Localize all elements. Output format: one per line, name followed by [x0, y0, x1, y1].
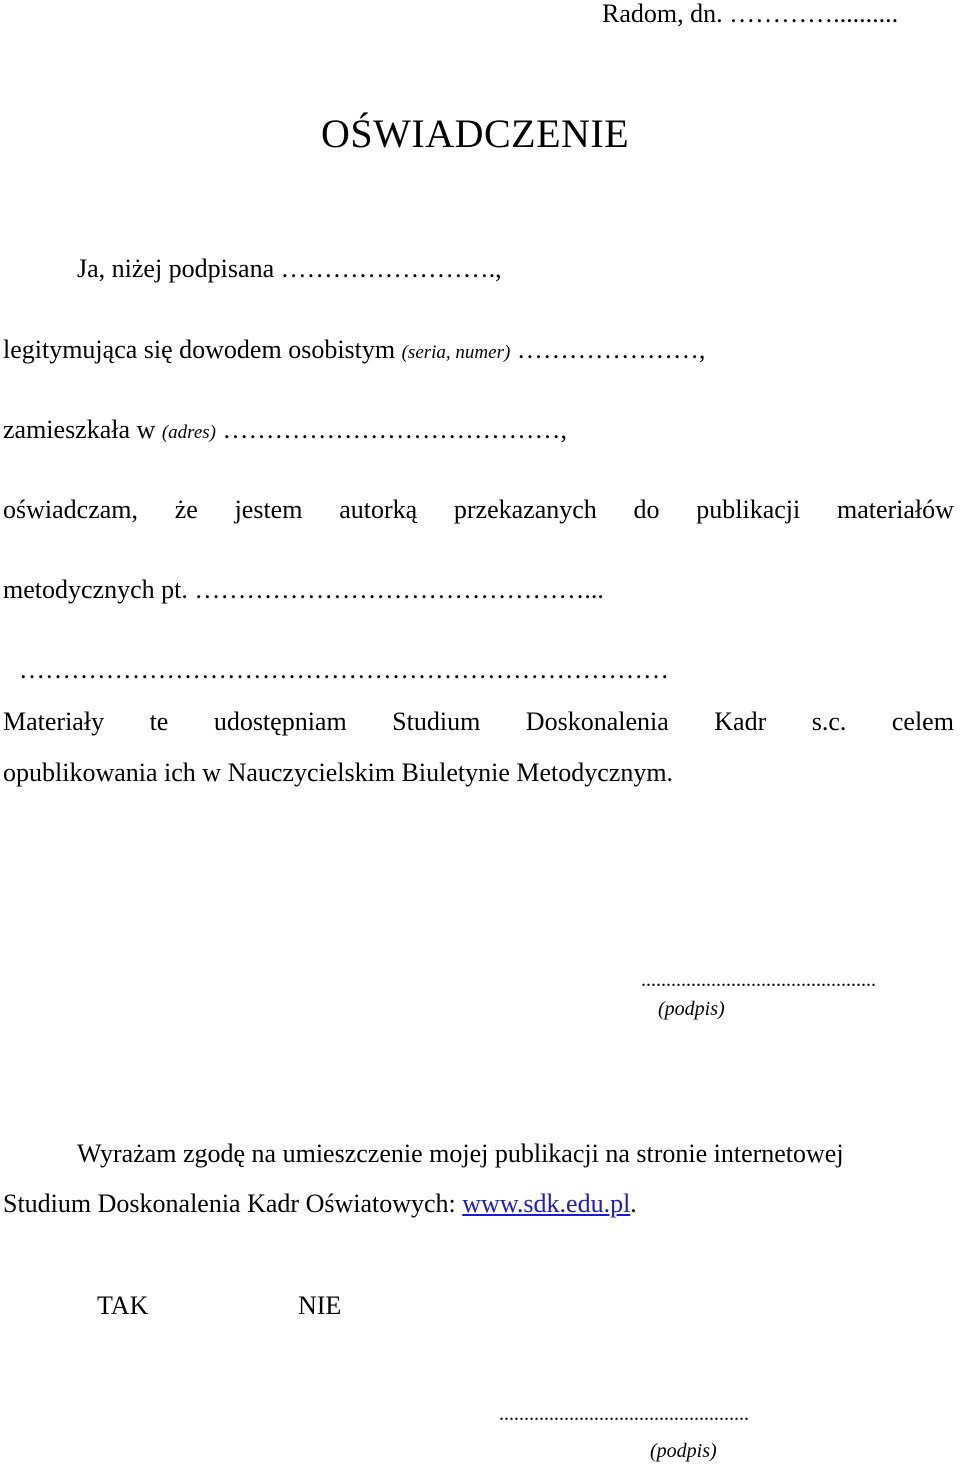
- word: Kadr: [714, 707, 767, 736]
- word: Doskonalenia: [525, 707, 669, 736]
- word: publikacji: [696, 495, 801, 524]
- option-no[interactable]: NIE: [298, 1291, 342, 1320]
- address-label: zamieszkała w: [3, 415, 156, 444]
- word: przekazanych: [453, 495, 597, 524]
- signature-line-1[interactable]: ...............................................: [641, 969, 876, 991]
- word: autorką: [339, 495, 418, 524]
- id-document-label: legitymująca się dowodem osobistym: [3, 335, 396, 364]
- id-document-hint: (seria, numer): [401, 342, 511, 363]
- material-title-field[interactable]: ………………………………………...: [194, 575, 604, 604]
- consent-line-2-period: .: [630, 1189, 637, 1218]
- id-document-field[interactable]: …………………,: [516, 335, 706, 364]
- signer-name-field[interactable]: …………………….,: [280, 254, 502, 283]
- option-yes[interactable]: TAK: [97, 1291, 149, 1320]
- word: do: [633, 495, 660, 524]
- address-field[interactable]: …………………………………,: [222, 415, 567, 444]
- statement-line-2: opublikowania ich w Nauczycielskim Biuletynie Metodycznym.: [3, 758, 674, 787]
- document-title: OŚWIADCZENIE: [321, 111, 630, 156]
- material-title-field-continued[interactable]: …………………………………………………………………: [19, 655, 669, 684]
- declaration-line: [3, 497, 954, 523]
- address-hint: (adres): [161, 422, 216, 443]
- word: materiałów: [836, 495, 954, 524]
- consent-line-1: Wyrażam zgodę na umieszczenie mojej publikacji na stronie internetowej: [77, 1139, 844, 1168]
- signer-name-label: Ja, niżej podpisana: [77, 254, 275, 283]
- signature-label-2: (podpis): [650, 1440, 717, 1462]
- word: celem: [891, 707, 954, 736]
- word: jestem: [234, 495, 303, 524]
- id-document-line: [3, 337, 705, 363]
- word: te: [149, 707, 169, 736]
- word: Materiały: [3, 707, 105, 736]
- word: udostępniam: [213, 707, 347, 736]
- title-label: metodycznych pt.: [3, 575, 188, 604]
- title-line: [3, 577, 604, 603]
- word: Studium: [392, 707, 481, 736]
- sdk-website-link[interactable]: www.sdk.edu.pl: [462, 1189, 631, 1218]
- place-date: Radom, dn. …………..........: [602, 0, 899, 28]
- signer-name-line: [77, 256, 502, 282]
- signature-label-1: (podpis): [658, 998, 725, 1020]
- word: że: [174, 495, 198, 524]
- consent-line-2-text: Studium Doskonalenia Kadr Oświatowych:: [3, 1189, 463, 1218]
- word: s.c.: [811, 707, 847, 736]
- address-line: [3, 417, 567, 443]
- consent-line-2: [3, 1191, 637, 1217]
- statement-line-1: [3, 709, 954, 735]
- signature-line-2[interactable]: ..................................................: [499, 1403, 749, 1425]
- word: oświadczam,: [3, 495, 139, 524]
